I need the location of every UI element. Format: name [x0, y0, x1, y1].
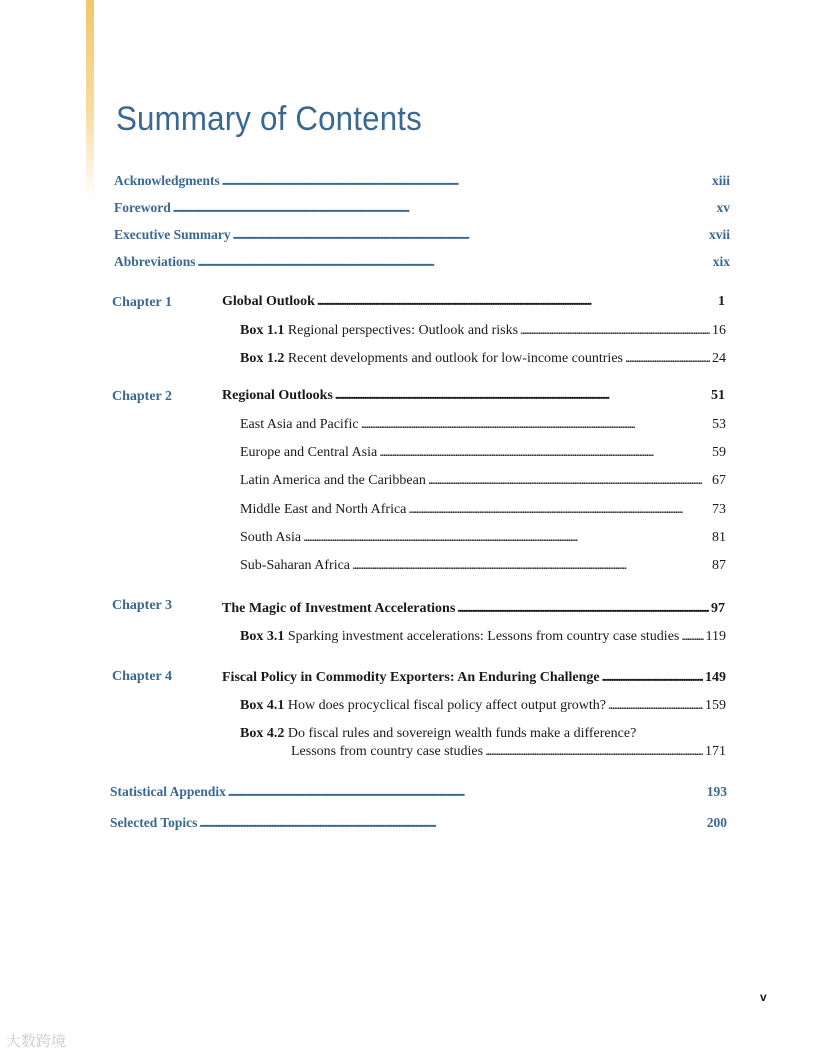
leader-dots	[173, 200, 715, 216]
leader-dots	[303, 530, 710, 546]
leader-dots	[681, 629, 703, 645]
box-title: Sparking investment accelerations: Lessons from country case studies	[287, 629, 680, 644]
chapter-page: 1	[718, 294, 725, 309]
box-tag: Box 1.2	[240, 351, 285, 366]
chapter-title: The Magic of Investment Accelerations	[222, 601, 456, 616]
toc-chapter-4[interactable]	[222, 670, 726, 686]
toc-box-4-2-line1[interactable]	[240, 726, 636, 742]
chapter-title: Fiscal Policy in Commodity Exporters: An Enduring Challenge	[222, 670, 600, 685]
leader-dots	[408, 502, 710, 518]
box-page: 171	[705, 744, 726, 759]
toc-region-south-asia[interactable]	[240, 530, 726, 546]
chapter-page: 149	[705, 670, 726, 685]
leader-dots	[352, 558, 710, 574]
chapter-page: 51	[711, 388, 725, 403]
leader-dots	[361, 417, 710, 433]
box-page: 16	[712, 323, 726, 338]
toc-region-latin-america[interactable]	[240, 473, 726, 489]
toc-entry-selected-topics[interactable]	[110, 815, 727, 831]
region-page: 59	[712, 445, 726, 460]
toc-entry-label: Statistical Appendix	[110, 784, 226, 799]
toc-region-ssa[interactable]	[240, 558, 726, 574]
decorative-bar	[86, 0, 94, 200]
box-tag: Box 3.1	[240, 629, 285, 644]
box-title: Do fiscal rules and sovereign wealth funds make a difference?	[287, 726, 637, 741]
leader-dots	[485, 744, 703, 760]
chapter-title: Global Outlook	[222, 294, 315, 309]
region-page: 87	[712, 558, 726, 573]
box-title-continued: Lessons from country case studies	[291, 744, 484, 759]
leader-dots	[199, 815, 704, 831]
page-title: Summary of Contents	[116, 100, 423, 138]
box-page: 24	[712, 351, 726, 366]
toc-box-4-2-line2[interactable]	[291, 744, 726, 760]
chapter-label: Chapter 3	[112, 598, 173, 613]
toc-entry-label: Selected Topics	[110, 815, 198, 830]
leader-dots	[608, 698, 703, 714]
toc-entry-page: xvii	[708, 227, 730, 242]
chapter-title: Regional Outlooks	[222, 388, 333, 403]
toc-entry-executive-summary[interactable]	[114, 227, 730, 243]
toc-box-3-1[interactable]	[240, 629, 726, 645]
chapter-label: Chapter 1	[112, 295, 173, 310]
toc-chapter-2[interactable]	[222, 388, 725, 404]
box-page: 159	[705, 698, 726, 713]
region-page: 67	[712, 473, 726, 488]
leader-dots	[520, 323, 710, 339]
box-page: 119	[705, 629, 726, 644]
toc-region-east-asia[interactable]	[240, 417, 726, 433]
region-page: 53	[712, 417, 726, 432]
region-title: South Asia	[240, 530, 302, 545]
watermark: 大数跨境	[6, 1032, 67, 1050]
leader-dots	[228, 784, 705, 800]
leader-dots	[625, 351, 710, 367]
toc-entry-label: Foreword	[114, 200, 171, 215]
box-title: Recent developments and outlook for low-income countries	[287, 351, 623, 366]
toc-entry-statistical-appendix[interactable]	[110, 784, 727, 800]
box-title: How does procyclical fiscal policy affect output growth?	[287, 698, 606, 713]
toc-entry-page: 193	[706, 784, 727, 799]
leader-dots	[233, 227, 707, 243]
toc-entry-page: xiii	[711, 173, 730, 188]
leader-dots	[198, 254, 711, 270]
leader-dots	[317, 294, 716, 310]
toc-chapter-1[interactable]	[222, 294, 725, 310]
chapter-page: 97	[711, 601, 725, 616]
toc-entry-label: Abbreviations	[114, 254, 196, 269]
chapter-label: Chapter 4	[112, 669, 173, 684]
toc-entry-page: xix	[712, 254, 730, 269]
region-title: Europe and Central Asia	[240, 445, 378, 460]
box-title: Regional perspectives: Outlook and risks	[287, 323, 519, 338]
chapter-label: Chapter 2	[112, 389, 173, 404]
leader-dots	[428, 473, 710, 489]
toc-entry-label: Executive Summary	[114, 227, 231, 242]
region-title: Middle East and North Africa	[240, 502, 407, 517]
toc-entry-foreword[interactable]	[114, 200, 730, 216]
toc-chapter-3[interactable]	[222, 601, 725, 617]
box-tag: Box 4.2	[240, 726, 285, 741]
toc-entry-acknowledgments[interactable]	[114, 173, 730, 189]
toc-region-europe[interactable]	[240, 445, 726, 461]
leader-dots	[379, 445, 710, 461]
toc-entry-page: 200	[706, 815, 727, 830]
toc-entry-page: xv	[716, 200, 730, 215]
leader-dots	[222, 173, 710, 189]
toc-entry-abbreviations[interactable]	[114, 254, 730, 270]
region-title: Latin America and the Caribbean	[240, 473, 426, 488]
toc-box-1-1[interactable]	[240, 323, 726, 339]
region-page: 73	[712, 502, 726, 517]
region-page: 81	[712, 530, 726, 545]
box-tag: Box 1.1	[240, 323, 285, 338]
leader-dots	[335, 388, 709, 404]
toc-box-4-1[interactable]	[240, 698, 726, 714]
region-title: East Asia and Pacific	[240, 417, 359, 432]
leader-dots	[457, 601, 709, 617]
toc-region-mena[interactable]	[240, 502, 726, 518]
leader-dots	[602, 670, 703, 686]
box-tag: Box 4.1	[240, 698, 285, 713]
page-number: v	[760, 990, 767, 1004]
toc-entry-label: Acknowledgments	[114, 173, 220, 188]
region-title: Sub-Saharan Africa	[240, 558, 351, 573]
toc-box-1-2[interactable]	[240, 351, 726, 367]
